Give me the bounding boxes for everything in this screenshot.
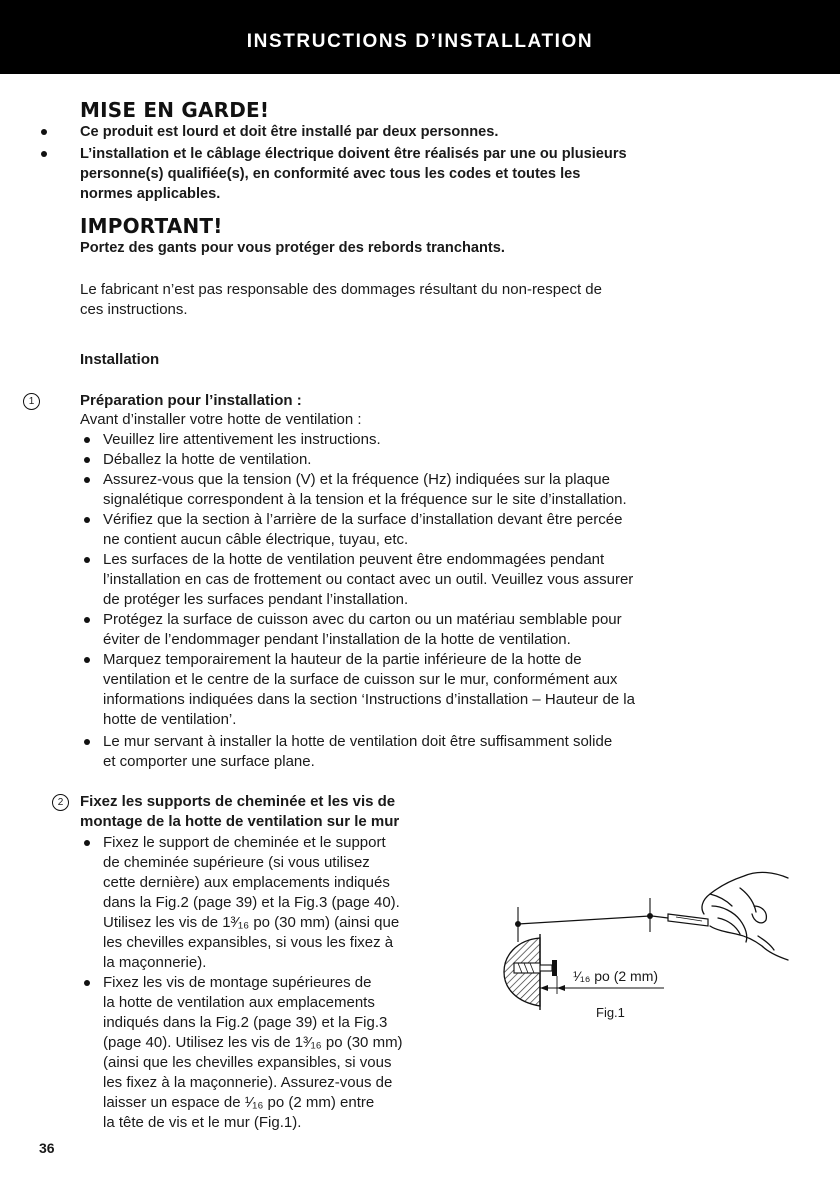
fig1-caption: Fig.1: [596, 1005, 625, 1020]
page-header-title: INSTRUCTIONS D’INSTALLATION: [246, 31, 594, 52]
warning-bullet-dot: [41, 151, 47, 157]
disclaimer-line-2: ces instructions.: [80, 301, 188, 318]
warning-bullet-2-line-1: L’installation et le câblage électrique doivent être réalisés par une ou plusieurs: [80, 146, 627, 162]
step-1-title: Préparation pour l’installation :: [80, 392, 302, 409]
step-1-bullet-dot: [84, 617, 90, 623]
fig1-left-mark-icon: [515, 907, 521, 942]
step-2-number-badge: 2: [52, 794, 69, 811]
step-2-bullet-1-line-2: de cheminée supérieure (si vous utilisez: [103, 854, 370, 871]
step-2-bullet-dot: [84, 840, 90, 846]
step-1-bullet-7-line-4: hotte de ventilation’.: [103, 711, 237, 728]
section-title: Installation: [80, 351, 160, 368]
step-2-bullet-2-line-8: la tête de vis et le mur (Fig.1).: [103, 1114, 302, 1131]
step-2-bullet-2-line-3: indiqués dans la Fig.2 (page 39) et la Fig.3: [103, 1014, 388, 1031]
step-2-bullet-dot: [84, 980, 90, 986]
important-line: Portez des gants pour vous protéger des rebords tranchants.: [80, 240, 505, 256]
step-1-bullet-dot: [84, 657, 90, 663]
step-2-bullet-1-line-6: les chevilles expansibles, si vous les fixez à: [103, 934, 394, 951]
step-1-bullet-7-line-2: ventilation et le centre de la surface de cuisson sur le mur, conformément aux: [103, 671, 618, 688]
fig1-right-mark-icon: [647, 898, 653, 932]
step-1-bullet-5-line-2: l’installation en cas de frottement ou contact avec un outil. Veuillez vous assurer: [103, 571, 634, 588]
step-1-bullet-3-line-1: Assurez-vous que la tension (V) et la fréquence (Hz) indiquées sur la plaque: [103, 471, 610, 488]
step-2-bullet-2-line-5: (ainsi que les chevilles expansibles, si vous: [103, 1054, 392, 1071]
warning-bullet-1-line-1: Ce produit est lourd et doit être installé par deux personnes.: [80, 124, 499, 140]
fig1-dimension-label: ¹⁄₁₆ po (2 mm): [573, 968, 659, 984]
step-1-bullet-dot: [84, 437, 90, 443]
step-2-title-line-2: montage de la hotte de ventilation sur le mur: [80, 813, 400, 830]
step-1-bullet-7-line-1: Marquez temporairement la hauteur de la partie inférieure de la hotte de: [103, 651, 582, 668]
step-1-bullet-8-line-2: et comporter une surface plane.: [103, 753, 315, 770]
warning-heading: MISE EN GARDE!: [80, 98, 270, 122]
step-1-bullet-dot: [84, 517, 90, 523]
step-1-bullet-8-line-1: Le mur servant à installer la hotte de ventilation doit être suffisamment solide: [103, 733, 613, 750]
step-2-bullet-2-line-2: la hotte de ventilation aux emplacements: [103, 994, 375, 1011]
step-1-bullet-dot: [84, 477, 90, 483]
warning-bullet-2-line-3: normes applicables.: [80, 186, 221, 202]
step-2-bullet-1-line-4: dans la Fig.2 (page 39) et la Fig.3 (page 40).: [103, 894, 400, 911]
step-2-bullet-2-line-1: Fixez les vis de montage supérieures de: [103, 974, 372, 991]
fig1-reference-line: [518, 916, 650, 924]
step-1-bullet-5-line-3: de protéger les surfaces pendant l’installation.: [103, 591, 409, 608]
step-1-bullet-4-line-1: Vérifiez que la section à l’arrière de la surface d’installation devant être percée: [103, 511, 623, 528]
step-2-bullet-2-line-7: laisser un espace de ¹⁄₁₆ po (2 mm) entre: [103, 1094, 375, 1111]
step-2-bullet-1-line-3: cette dernière) aux emplacements indiqués: [103, 874, 390, 891]
step-1-bullet-2-line-1: Déballez la hotte de ventilation.: [103, 451, 312, 468]
step-2-bullet-1-line-5: Utilisez les vis de 1³⁄₁₆ po (30 mm) (ainsi que: [103, 914, 400, 931]
step-1-bullet-1-line-1: Veuillez lire attentivement les instructions.: [103, 431, 381, 448]
step-2-bullet-1-line-1: Fixez le support de cheminée et le support: [103, 834, 386, 851]
fig1-diagram: [496, 860, 796, 1030]
step-1-bullet-dot: [84, 557, 90, 563]
step-1-intro: Avant d’installer votre hotte de ventilation :: [80, 411, 362, 428]
page-number: 36: [39, 1140, 55, 1156]
disclaimer-line-1: Le fabricant n’est pas responsable des dommages résultant du non-respect de: [80, 281, 602, 298]
step-1-bullet-5-line-1: Les surfaces de la hotte de ventilation peuvent être endommagées pendant: [103, 551, 605, 568]
step-1-bullet-7-line-3: informations indiquées dans la section ‘Instructions d’installation – Hauteur de la: [103, 691, 635, 708]
warning-bullet-2-line-2: personne(s) qualifiée(s), en conformité avec tous les codes et toutes les: [80, 166, 581, 182]
step-2-bullet-2-line-4: (page 40). Utilisez les vis de 1³⁄₁₆ po (30 mm): [103, 1034, 403, 1051]
step-2-title-line-1: Fixez les supports de cheminée et les vis de: [80, 793, 396, 810]
step-1-bullet-6-line-1: Protégez la surface de cuisson avec du carton ou un matériau semblable pour: [103, 611, 622, 628]
page-header-bar: [0, 0, 840, 74]
step-2-bullet-1-line-7: la maçonnerie).: [103, 954, 207, 971]
step-1-bullet-dot: [84, 457, 90, 463]
step-1-number-badge: 1: [23, 393, 40, 410]
step-1-bullet-3-line-2: signalétique correspondent à la tension et la fréquence sur le site d’installation.: [103, 491, 627, 508]
warning-bullet-dot: [41, 129, 47, 135]
screwdriver-icon: [652, 914, 708, 926]
step-1-bullet-4-line-2: ne contient aucun câble électrique, tuyau, etc.: [103, 531, 409, 548]
step-2-bullet-2-line-6: les fixez à la maçonnerie). Assurez-vous de: [103, 1074, 393, 1091]
hand-icon: [702, 872, 788, 960]
step-1-bullet-6-line-2: éviter de l’endommager pendant l’installation de la hotte de ventilation.: [103, 631, 571, 648]
step-1-bullet-dot: [84, 739, 90, 745]
important-heading: IMPORTANT!: [80, 214, 223, 238]
